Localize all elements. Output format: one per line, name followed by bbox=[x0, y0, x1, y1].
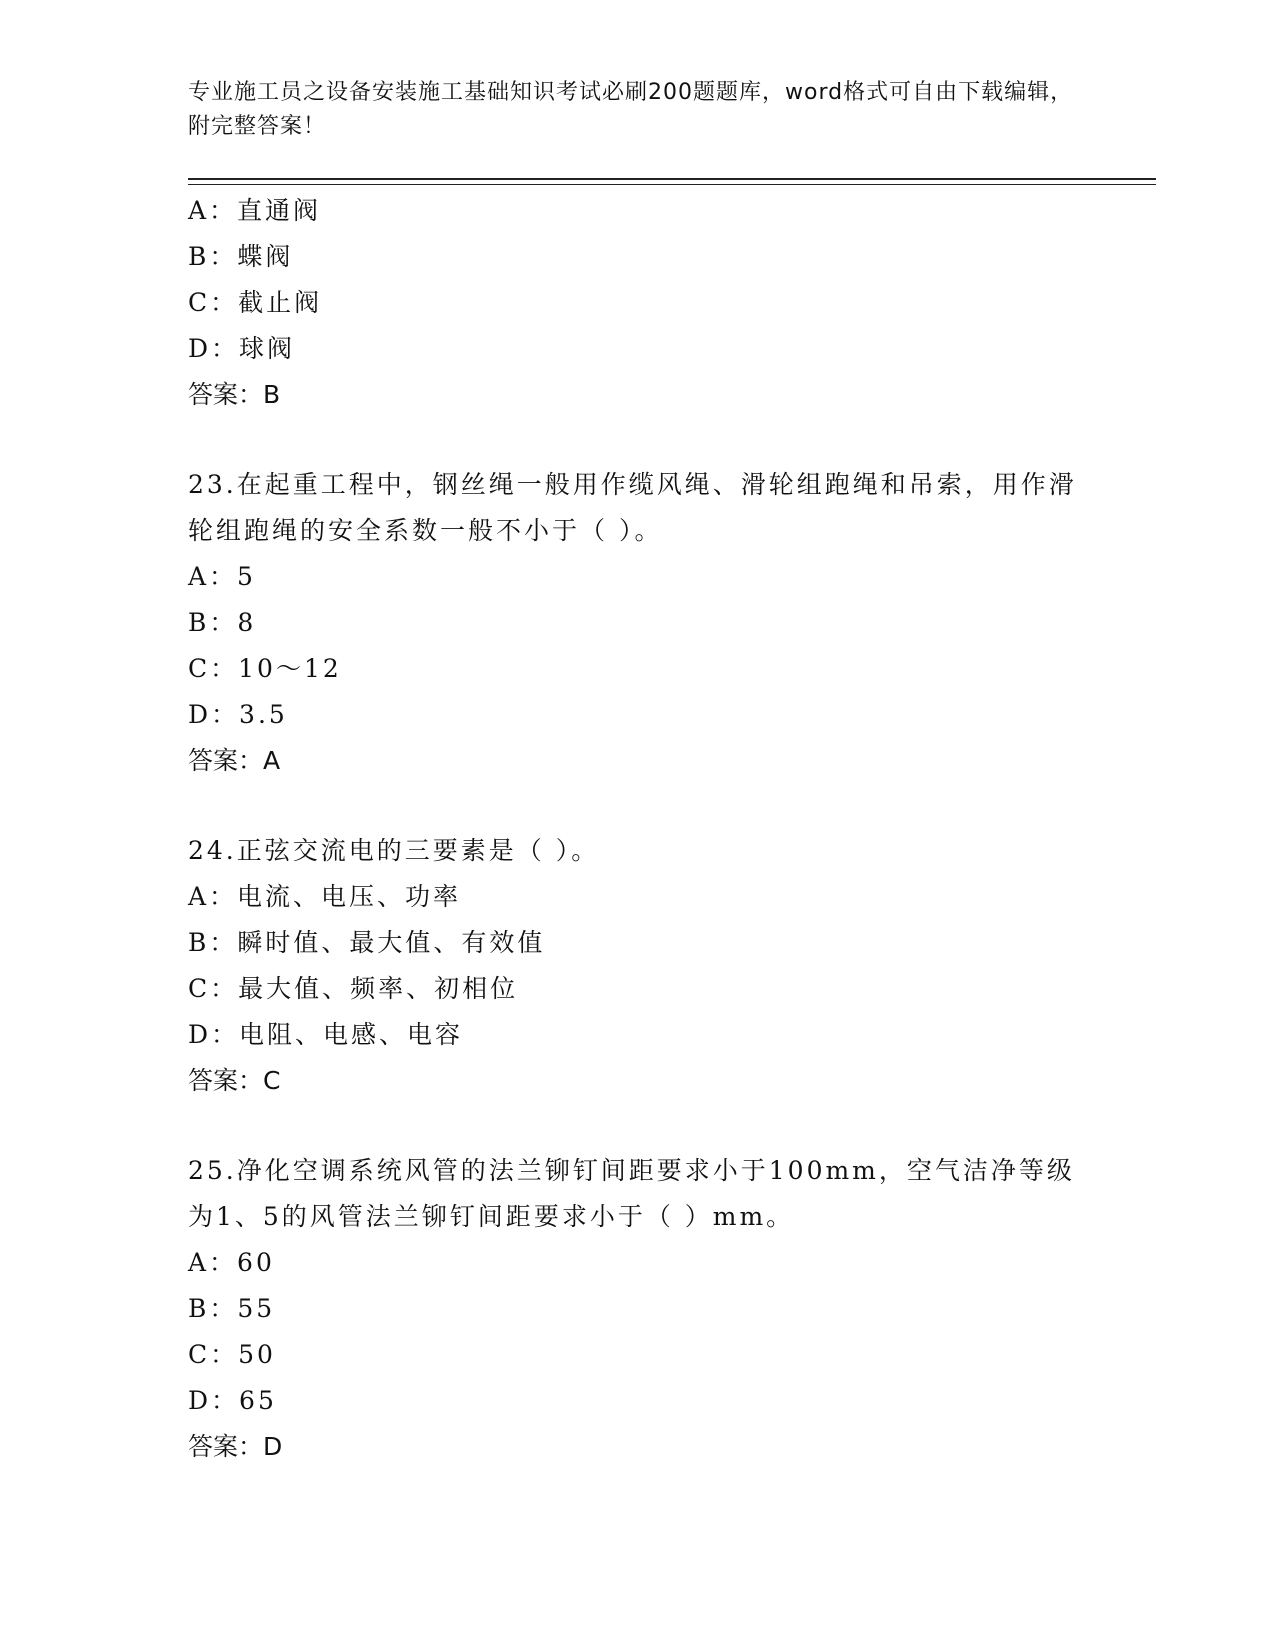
answer-value: B bbox=[263, 380, 281, 409]
option-a: A：5 bbox=[188, 562, 256, 591]
question-title: 23.在起重工程中，钢丝绳一般用作缆风绳、滑轮组跑绳和吊索，用作滑轮组跑绳的安全系数一般不小于（ ）。 bbox=[188, 470, 1077, 545]
answer-line bbox=[188, 738, 1088, 784]
answer-line bbox=[188, 1424, 1088, 1470]
question-block-25 bbox=[188, 1148, 1088, 1470]
answer-value: C bbox=[263, 1066, 281, 1095]
option-b: B：8 bbox=[188, 608, 257, 637]
answer-label: 答案： bbox=[188, 1066, 264, 1095]
question-title: 25.净化空调系统风管的法兰铆钉间距要求小于100mm，空气洁净等级为1、5的风管法兰铆钉间距要求小于（ ）mm。 bbox=[188, 1156, 1075, 1231]
option-b: B：55 bbox=[188, 1294, 276, 1323]
option-a: A：60 bbox=[188, 1248, 275, 1277]
answer-line bbox=[188, 372, 1088, 418]
option-a: A：直通阀 bbox=[188, 196, 322, 225]
answer-line bbox=[188, 1058, 1088, 1104]
answer-label: 答案： bbox=[188, 380, 264, 409]
option-c: C：截止阀 bbox=[188, 288, 323, 317]
question-block-22 bbox=[188, 188, 1088, 418]
header-rule-thin bbox=[188, 184, 1156, 185]
document-header: 专业施工员之设备安装施工基础知识考试必刷200题题库，word格式可自由下载编辑，附完整答案！ bbox=[188, 80, 1074, 139]
option-c: C：50 bbox=[188, 1340, 276, 1369]
option-b: B：蝶阀 bbox=[188, 242, 294, 271]
answer-label: 答案： bbox=[188, 1432, 264, 1461]
option-d: D：电阻、电感、电容 bbox=[188, 1020, 464, 1049]
question-block-24 bbox=[188, 828, 1088, 1104]
option-c: C：10～12 bbox=[188, 654, 342, 683]
option-d: D：65 bbox=[188, 1386, 277, 1415]
option-c: C：最大值、频率、初相位 bbox=[188, 974, 519, 1003]
answer-value: A bbox=[263, 746, 281, 775]
question-list bbox=[188, 188, 1088, 1514]
answer-value: D bbox=[263, 1432, 283, 1461]
option-b: B：瞬时值、最大值、有效值 bbox=[188, 928, 546, 957]
option-d: D：球阀 bbox=[188, 334, 296, 363]
answer-label: 答案： bbox=[188, 746, 264, 775]
header-rule-thick bbox=[188, 178, 1156, 180]
question-block-23 bbox=[188, 462, 1088, 784]
option-d: D：3.5 bbox=[188, 700, 288, 729]
option-a: A：电流、电压、功率 bbox=[188, 882, 462, 911]
question-title: 24.正弦交流电的三要素是（ ）。 bbox=[188, 836, 600, 865]
